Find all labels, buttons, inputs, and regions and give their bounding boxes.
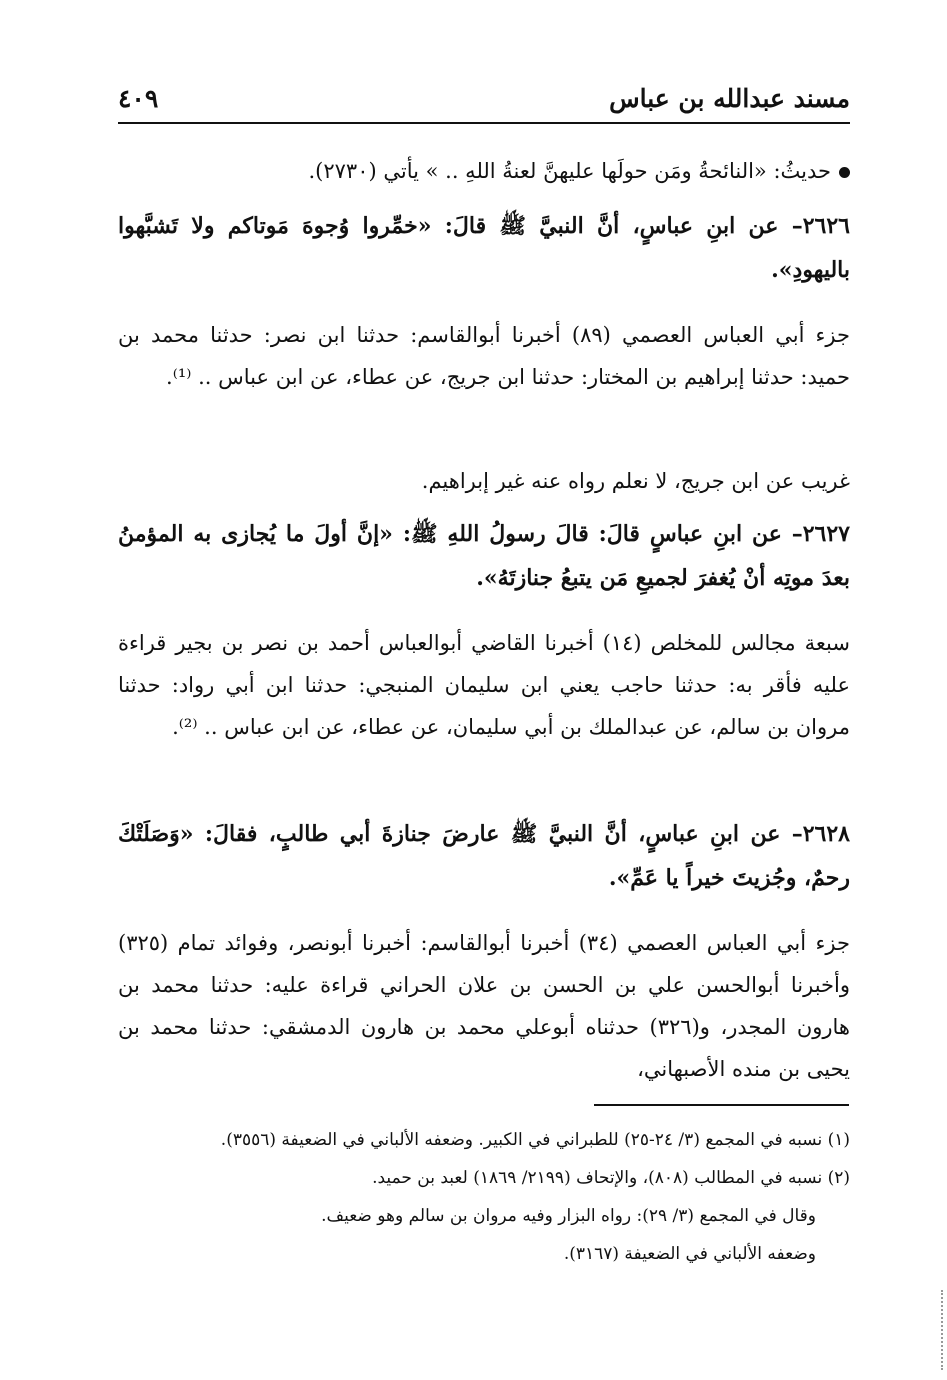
paragraph-text: حديثُ: «النائحةُ ومَن حولَها عليهنَّ لعنةُ اللهِ .. » يأتي (٢٧٣٠). — [308, 159, 831, 183]
isnad-2627 — [118, 622, 850, 748]
paragraph-text: غريب عن ابن جريج، لا نعلم رواه عنه غير إبراهيم. — [421, 469, 850, 493]
grading-note — [118, 460, 850, 502]
footnote-2 — [118, 1164, 850, 1193]
isnad-2626 — [118, 314, 850, 398]
footnote-1 — [118, 1126, 850, 1155]
footnote-text: وضعفه الألباني في الضعيفة (٣١٦٧). — [563, 1244, 816, 1264]
page-number: ٤٠٩ — [118, 84, 159, 113]
page-header — [118, 84, 850, 124]
footnote-2-continued-2 — [118, 1240, 850, 1269]
footnote-text: (٢) نسبه في المطالب (٨٠٨)، والإتحاف (٢١٩٩/ ١٨٦٩) لعبد بن حميد. — [372, 1168, 850, 1188]
isnad-2628 — [118, 922, 850, 1090]
paragraph-text: سبعة مجالس للمخلص (١٤) أخبرنا القاضي أبوالعباس أحمد بن نصر بن بجير قراءة عليه فأقر به: حدثنا حاجب يعني ابن سليمان المنبجي: حدثنا ابن أبي رواد: حدثنا مروان بن سالم، عن عبدالملك بن أبي سليمان، عن عطاء، عن ابن عباس .. ⁽²⁾. — [118, 631, 850, 739]
paragraph-text: جزء أبي العباس العصمي (٨٩) أخبرنا أبوالقاسم: حدثنا ابن نصر: حدثنا محمد بن حميد: حدثنا إبراهيم بن المختار: حدثنا ابن جريج، عن عطاء، عن ابن عباس .. ⁽¹⁾. — [118, 323, 850, 389]
hadith-2628 — [118, 812, 850, 900]
footnote-2-continued — [118, 1202, 850, 1231]
footnote-text: وقال في المجمع (٣/ ٢٩): رواه البزار وفيه مروان بن سالم وهو ضعيف. — [321, 1206, 816, 1226]
bullet-icon — [839, 167, 850, 178]
footnote-text: (١) نسبه في المجمع (٣/ ٢٤-٢٥) للطبراني في الكبير. وضعفه الألباني في الضعيفة (٣٥٥٦). — [220, 1130, 850, 1150]
footnote-divider — [594, 1104, 849, 1106]
cross-reference-note — [118, 150, 850, 192]
paragraph-text: جزء أبي العباس العصمي (٣٤) أخبرنا أبوالقاسم: أخبرنا أبونصر، وفوائد تمام (٣٢٥) وأخبرنا أبوالحسن علي بن الحسن بن علان الحراني قراءة عليه: حدثنا محمد بن هارون المجدر، و(٣٢٦) حدثناه أبوعلي محمد بن هارون الدمشقي: حدثنا محمد بن يحيى بن منده الأصبهاني، — [118, 931, 851, 1081]
hadith-2626 — [118, 204, 850, 292]
hadith-text: ٢٦٢٨– عن ابنِ عباسٍ، أنَّ النبيَّ ﷺ عارضَ جنازةَ أبي طالبٍ، فقالَ: «وَصَلَتْكَ رحمٌ، وجُزيتَ خيراً يا عَمِّ». — [118, 821, 850, 891]
page-edge-marks — [941, 1290, 945, 1370]
hadith-2627 — [118, 512, 850, 600]
hadith-text: ٢٦٢٦– عن ابنِ عباسٍ، أنَّ النبيَّ ﷺ قالَ: «خمِّروا وُجوهَ مَوتاكم ولا تَشبَّهوا باليهودِ». — [118, 213, 850, 283]
hadith-text: ٢٦٢٧– عن ابنِ عباسٍ قالَ: قالَ رسولُ اللهِ ﷺ: «إنَّ أولَ ما يُجازى به المؤمنُ بعدَ موتِه أنْ يُغفرَ لجميعِ مَن يتبعُ جنازتَهُ». — [118, 521, 850, 591]
running-title: مسند عبدالله بن عباس — [609, 84, 850, 113]
